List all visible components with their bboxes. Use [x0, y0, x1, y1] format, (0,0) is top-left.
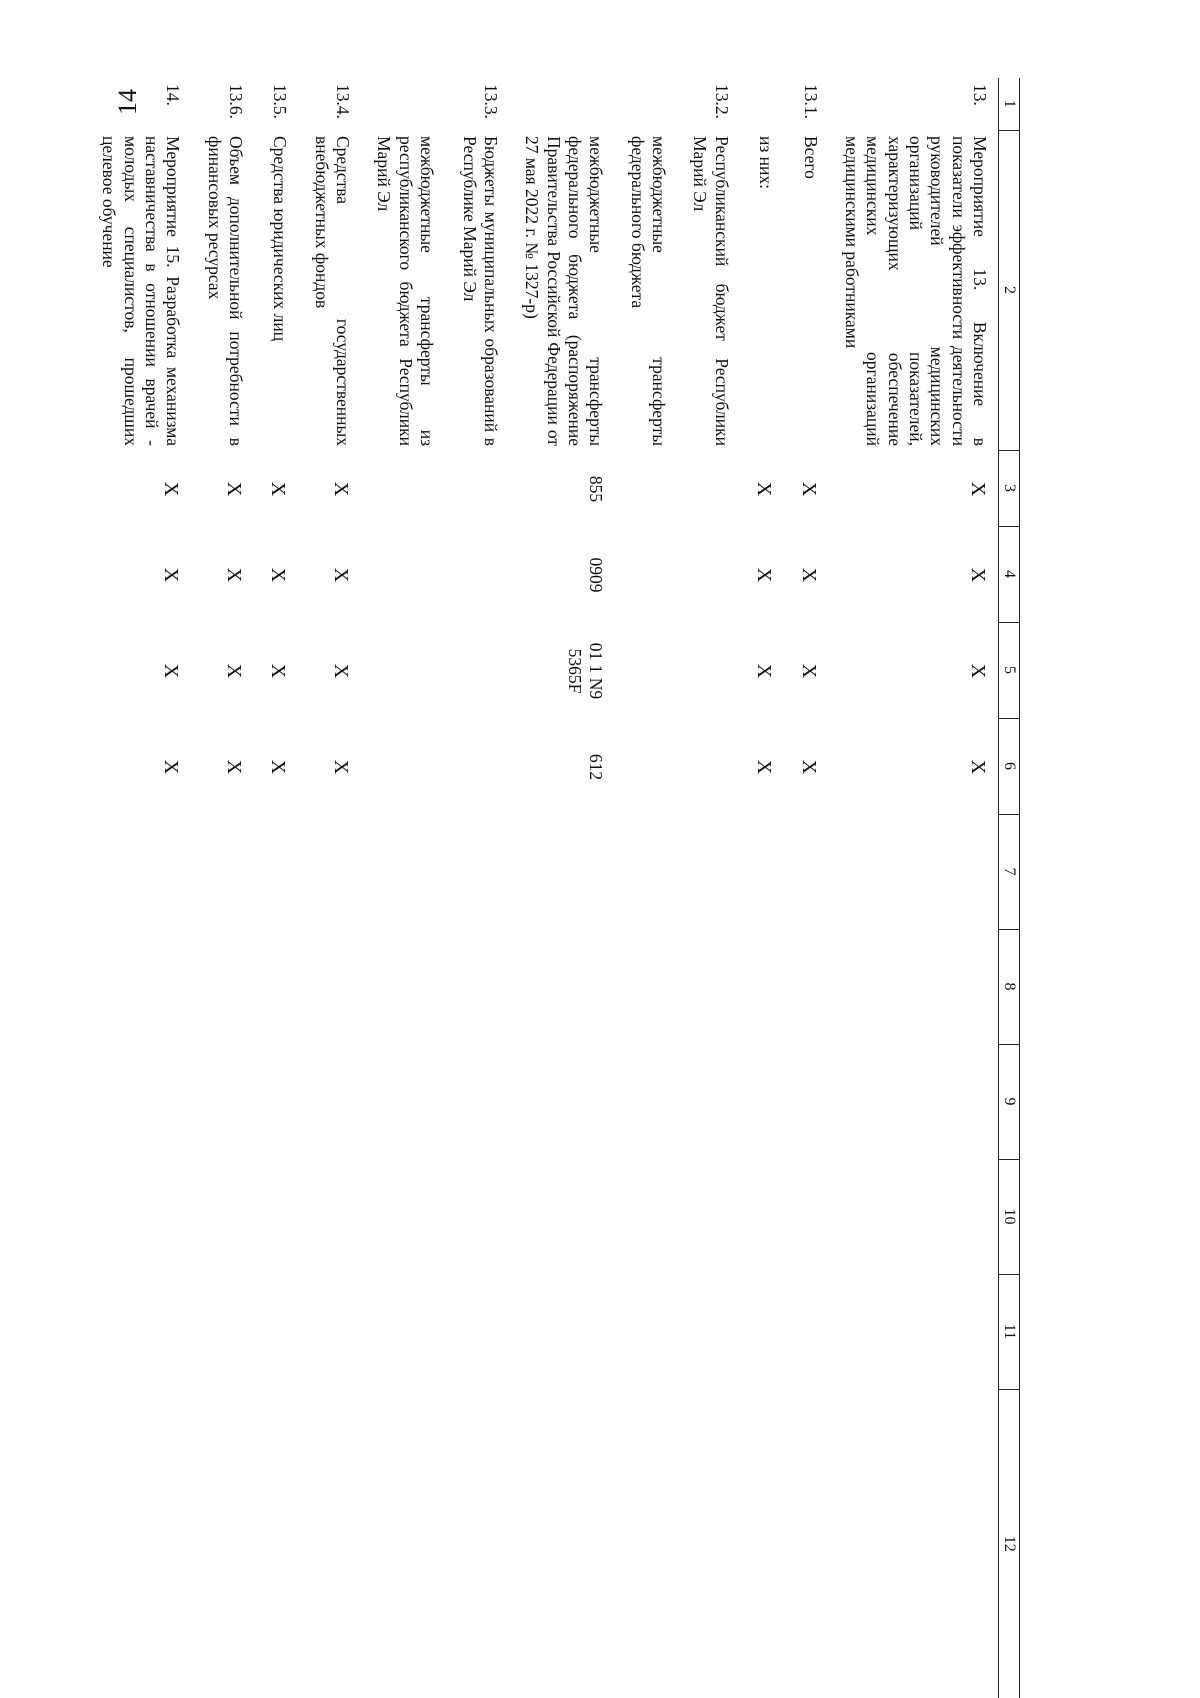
cell-empty [677, 1274, 740, 1389]
cell-c6: 612 [586, 753, 607, 781]
cell-c3: X [797, 481, 820, 497]
cell-empty [445, 1044, 509, 1159]
row-number: 13. [970, 84, 990, 106]
column-header-11: 11 [999, 1274, 1020, 1389]
column-header-2: 2 [999, 130, 1020, 450]
cell-empty [254, 1044, 298, 1159]
cell-empty [86, 1044, 191, 1159]
cell-c3: X [160, 481, 183, 497]
cell-empty [254, 929, 298, 1044]
cell-c6: X [330, 759, 353, 775]
cell-empty [677, 814, 740, 929]
table-row [445, 78, 509, 1698]
cell-empty [298, 814, 361, 929]
cell-empty [254, 1274, 298, 1389]
cell-c5 [445, 622, 509, 718]
column-header-5: 5 [999, 622, 1020, 718]
cell-c6: X [797, 759, 820, 775]
cell-empty [86, 814, 191, 929]
cell-empty [784, 1274, 828, 1389]
cell-c3: X [753, 481, 776, 497]
table-row [784, 78, 828, 1698]
cell-empty [254, 1389, 298, 1698]
cell-empty [445, 929, 509, 1044]
row-description: Всего [800, 136, 821, 179]
row-description: межбюджетные трансферты из республиканского бюджета Республики Марий Эл [374, 136, 438, 446]
cell-c4: X [160, 567, 183, 583]
cell-empty [361, 1389, 445, 1698]
cell-c4: 0909 [586, 557, 607, 593]
cell-c4: X [330, 567, 353, 583]
cell-empty [829, 1389, 999, 1698]
cell-c5 [614, 622, 677, 718]
cell-empty [298, 1274, 361, 1389]
cell-empty [614, 1044, 677, 1159]
row-description: межбюджетные трансферты федерального бюджета [627, 136, 670, 446]
row-number: 13.1. [800, 84, 821, 119]
cell-empty [361, 1274, 445, 1389]
row-description: Средства государственных внебюджетных фондов [311, 136, 354, 446]
cell-c5: X [797, 663, 820, 679]
table-row [86, 78, 191, 1698]
cell-empty [829, 1159, 999, 1274]
column-header-6: 6 [999, 718, 1020, 814]
row-description: Объем дополнительной потребности в финансовых ресурсах [204, 136, 246, 446]
cell-c6: X [160, 759, 183, 775]
cell-empty [445, 814, 509, 929]
cell-empty [191, 1389, 254, 1698]
cell-empty [784, 814, 828, 929]
column-header-8: 8 [999, 929, 1020, 1044]
cell-c4: X [967, 567, 989, 583]
table-row [829, 78, 999, 1698]
cell-empty [191, 1274, 254, 1389]
row-number: 13.6. [225, 84, 246, 119]
cell-empty [740, 1389, 784, 1698]
cell-empty [784, 1159, 828, 1274]
cell-empty [361, 929, 445, 1044]
cell-c5: X [753, 663, 776, 679]
table-row [254, 78, 298, 1698]
cell-empty [784, 1044, 828, 1159]
cell-empty [740, 814, 784, 929]
cell-empty [740, 1044, 784, 1159]
cell-empty [829, 929, 999, 1044]
cell-empty [191, 1159, 254, 1274]
cell-empty [86, 929, 191, 1044]
cell-empty [361, 1159, 445, 1274]
cell-c3: X [330, 481, 353, 497]
row-description: Республиканский бюджет Республики Марий Эл [690, 136, 732, 446]
cell-empty [740, 1274, 784, 1389]
table-row [191, 78, 254, 1698]
table-row [361, 78, 445, 1698]
column-header-9: 9 [999, 1044, 1020, 1159]
cell-c3: X [267, 481, 290, 497]
cell-c6: X [753, 759, 776, 775]
cell-empty [829, 814, 999, 929]
cell-c6 [361, 718, 445, 814]
cell-empty [191, 814, 254, 929]
cell-empty [361, 1044, 445, 1159]
row-number: 13.2. [711, 84, 732, 119]
cell-empty [740, 1159, 784, 1274]
cell-empty [614, 1389, 677, 1698]
table-row [677, 78, 740, 1698]
cell-empty [191, 929, 254, 1044]
table-row [740, 78, 784, 1698]
row-description: Средства юридических лиц [270, 136, 291, 342]
cell-empty [298, 1044, 361, 1159]
cell-empty [614, 814, 677, 929]
header-row [999, 78, 1020, 1698]
table-row [509, 78, 614, 1698]
row-number: 13.3. [481, 84, 502, 119]
column-header-10: 10 [999, 1159, 1020, 1274]
row-description: межбюджетные трансферты федерального бюджета (распоряжение Правительства Российской Федерации от 27 мая 2022 г. № 1327-р) [522, 136, 607, 446]
cell-c4 [614, 526, 677, 622]
row-number: 13.4. [333, 84, 354, 119]
cell-c4 [445, 526, 509, 622]
cell-empty [254, 1159, 298, 1274]
cell-c5 [677, 622, 740, 718]
row-number [361, 78, 445, 130]
cell-empty [509, 814, 614, 929]
cell-c3 [361, 450, 445, 526]
cell-c4 [677, 526, 740, 622]
cell-c5 [361, 622, 445, 718]
row-description: Мероприятие 15. Разработка механизма наставничества в отношении врачей - молодых специалистов, прошедших целевое обучение [99, 136, 184, 446]
cell-c5: X [267, 663, 290, 679]
cell-c3 [677, 450, 740, 526]
cell-c5: X [967, 663, 989, 679]
cell-c5: X [222, 663, 245, 679]
cell-empty [614, 1274, 677, 1389]
cell-c6: X [967, 759, 989, 775]
cell-c6: X [222, 759, 245, 775]
cell-empty [361, 814, 445, 929]
column-header-12: 12 [999, 1389, 1020, 1698]
cell-c3 [614, 450, 677, 526]
cell-empty [677, 929, 740, 1044]
cell-c6 [445, 718, 509, 814]
cell-c5: X [330, 663, 353, 679]
cell-empty [614, 929, 677, 1044]
cell-c6 [614, 718, 677, 814]
cell-empty [86, 1274, 191, 1389]
cell-c5: 01 1 N9 5365F [565, 642, 607, 700]
budget-table [86, 78, 1020, 1698]
cell-empty [829, 1044, 999, 1159]
cell-c6: X [267, 759, 290, 775]
table-row [614, 78, 677, 1698]
row-number [614, 78, 677, 130]
cell-empty [509, 1274, 614, 1389]
cell-empty [509, 929, 614, 1044]
column-header-3: 3 [999, 450, 1020, 526]
cell-c3: X [967, 481, 989, 497]
cell-empty [86, 1159, 191, 1274]
cell-empty [740, 929, 784, 1044]
column-header-1: 1 [999, 78, 1020, 130]
row-number: 13.5. [270, 84, 291, 119]
table-row [298, 78, 361, 1698]
cell-empty [829, 1274, 999, 1389]
rotated-table-container [99, 78, 1020, 1698]
row-number: 14. [163, 84, 184, 106]
cell-c5: X [160, 663, 183, 679]
cell-empty [509, 1044, 614, 1159]
cell-empty [677, 1159, 740, 1274]
cell-c4: X [797, 567, 820, 583]
row-description: Мероприятие 13. Включение в показатели эффективности деятельности руководителей медицинских организаций показателей, характеризующих обеспечение медицинских организаций медицинскими работниками [841, 136, 990, 446]
column-header-7: 7 [999, 814, 1020, 929]
row-number [740, 78, 784, 130]
cell-empty [509, 1389, 614, 1698]
cell-empty [509, 1159, 614, 1274]
cell-empty [445, 1389, 509, 1698]
row-number [509, 78, 614, 130]
cell-c6 [677, 718, 740, 814]
column-header-4: 4 [999, 526, 1020, 622]
cell-c4: X [222, 567, 245, 583]
cell-empty [86, 1389, 191, 1698]
cell-empty [677, 1044, 740, 1159]
cell-c3: X [222, 481, 245, 497]
cell-empty [254, 814, 298, 929]
cell-empty [445, 1274, 509, 1389]
cell-c4: X [753, 567, 776, 583]
cell-c3 [445, 450, 509, 526]
page-number: 14 [113, 89, 142, 115]
cell-c3: 855 [586, 475, 607, 503]
cell-empty [191, 1044, 254, 1159]
cell-c4: X [267, 567, 290, 583]
cell-c4 [361, 526, 445, 622]
cell-empty [614, 1159, 677, 1274]
cell-empty [298, 929, 361, 1044]
row-description: из них: [756, 136, 777, 189]
cell-empty [298, 1389, 361, 1698]
cell-empty [784, 1389, 828, 1698]
cell-empty [445, 1159, 509, 1274]
cell-empty [677, 1389, 740, 1698]
cell-empty [298, 1159, 361, 1274]
cell-empty [784, 929, 828, 1044]
row-description: Бюджеты муниципальных образований в Республике Марий Эл [459, 136, 502, 446]
